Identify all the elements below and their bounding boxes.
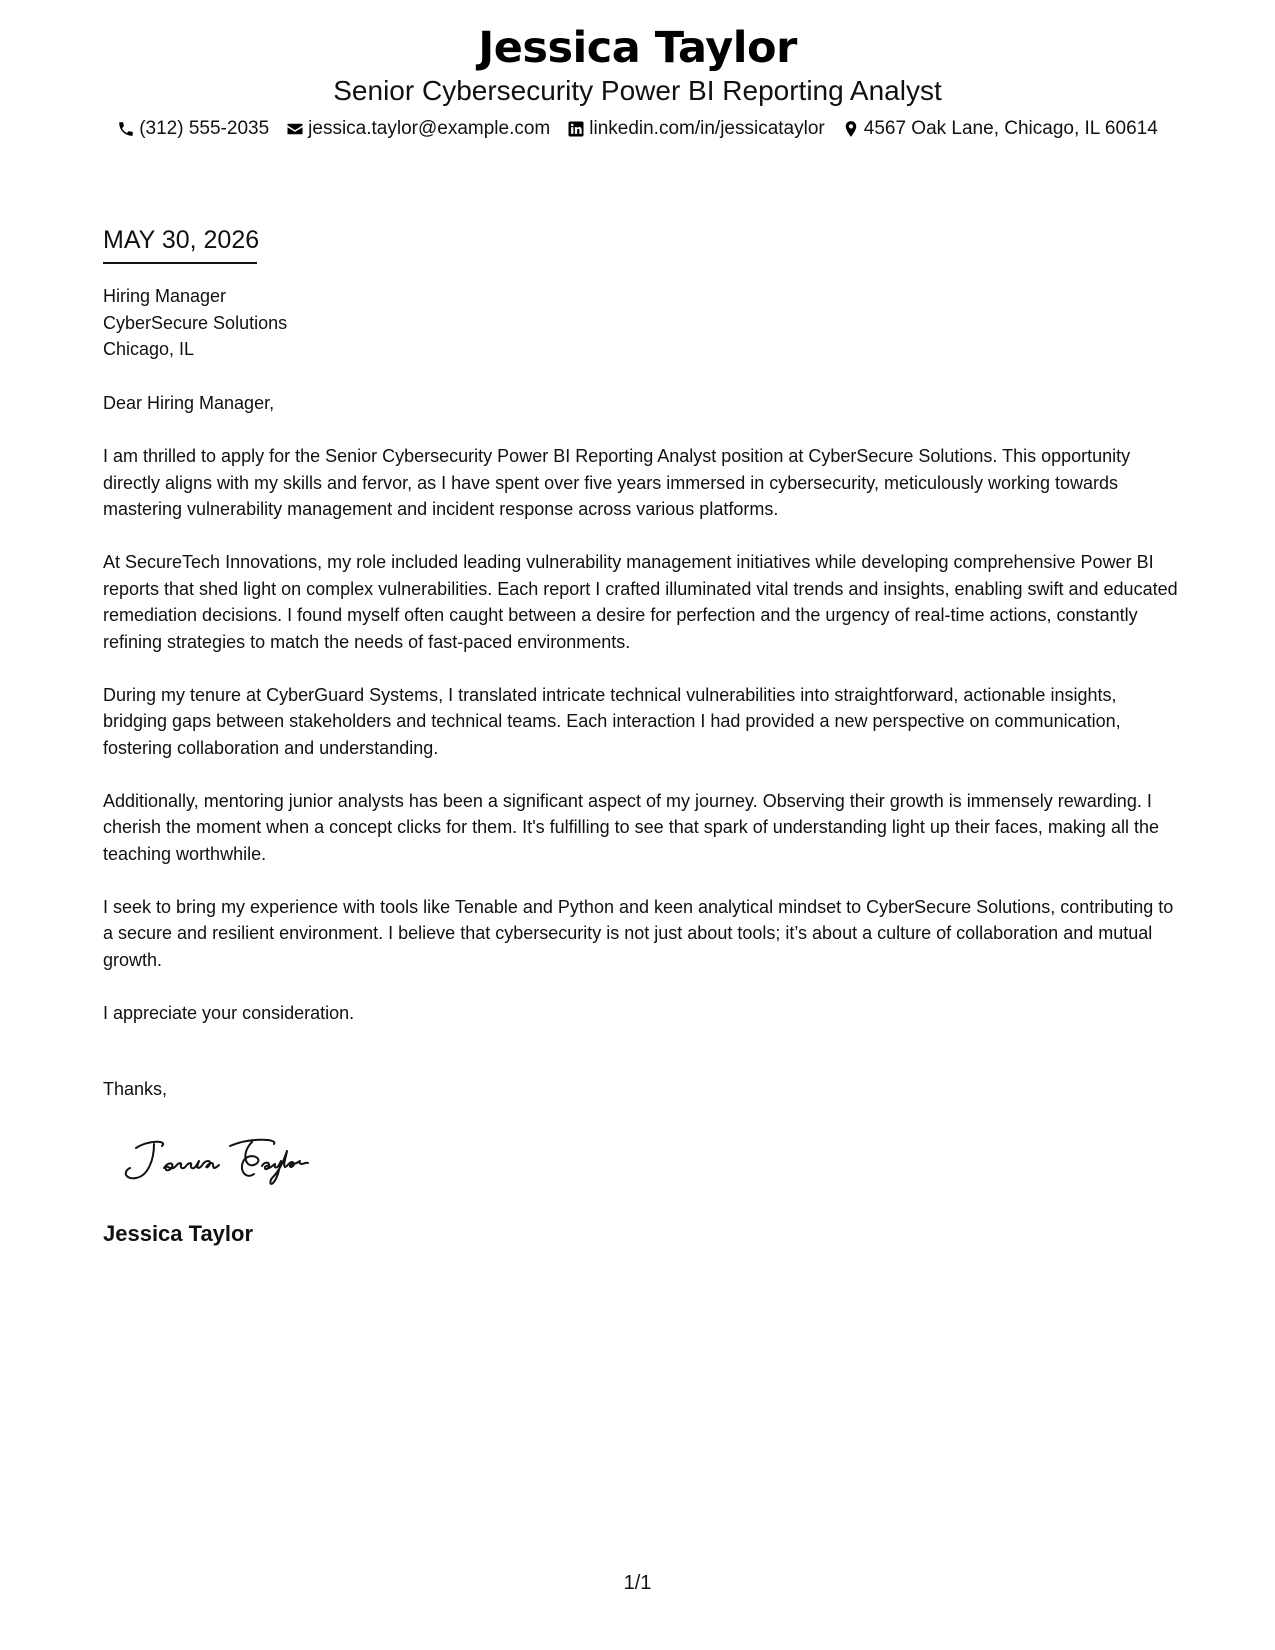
recipient-line: CyberSecure Solutions (103, 312, 288, 333)
closing: Thanks, (103, 1079, 168, 1099)
contact-address (842, 116, 1158, 142)
contact-address-text: 4567 Oak Lane, Chicago, IL 60614 (863, 118, 1158, 139)
linkedin-icon (567, 120, 585, 138)
letter-header (0, 22, 1275, 142)
letter-date: MAY 30, 2026 (103, 226, 260, 254)
contact-phone (117, 116, 269, 142)
handwritten-signature (118, 1130, 348, 1190)
signed-name: Jessica Taylor (103, 1221, 254, 1246)
contact-bar (0, 116, 1275, 142)
contact-linkedin-text: linkedin.com/in/jessicataylor (589, 118, 825, 139)
contact-email (286, 116, 550, 142)
envelope-icon (286, 120, 304, 138)
body-paragraph: Additionally, mentoring junior analysts has been a significant aspect of my journey. Observing their growth is immensely rewarding. I cherish the moment when a concept clicks for them. It's fulfilling to see that spark of understanding light up their faces, making all the teaching worthwhile. (103, 790, 1159, 864)
body-paragraph: At SecureTech Innovations, my role included leading vulnerability management initiatives while developing comprehensive Power BI reports that shed light on complex vulnerabilities. Each report I crafted illuminated vital trends and insights, enabling swift and educated remediation decisions. I found myself often caught between a desire for perfection and the urgency of real-time actions, constantly refining strategies to match the needs of fast-paced environments. (103, 552, 1178, 652)
contact-email-text: jessica.taylor@example.com (308, 118, 551, 139)
applicant-name: Jessica Taylor (478, 23, 797, 73)
page-number: 1/1 (623, 1572, 652, 1594)
recipient-line: Chicago, IL (103, 339, 195, 359)
body-paragraph: I appreciate your consideration. (103, 1002, 355, 1023)
recipient-block (103, 283, 287, 363)
letter-body (103, 390, 1183, 1053)
date-underline (103, 262, 257, 264)
recipient-line: Hiring Manager (103, 286, 227, 306)
phone-icon (117, 120, 135, 138)
body-paragraph: I seek to bring my experience with tools like Tenable and Python and keen analytical mindset to CyberSecure Solutions, contributing to a secure and resilient environment. I believe that cybersecurity is not just about tools; it’s about a culture of collaboration and mutual growth. (103, 896, 1174, 970)
map-marker-icon (842, 120, 860, 138)
salutation: Dear Hiring Manager, (103, 393, 275, 413)
applicant-title: Senior Cybersecurity Power BI Reporting Analyst (333, 75, 942, 106)
body-paragraph: During my tenure at CyberGuard Systems, I translated intricate technical vulnerabilities into straightforward, actionable insights, bridging gaps between stakeholders and technical teams. Each interaction I had provided a new perspective on communication, fostering collaboration and understanding. (103, 684, 1121, 758)
contact-linkedin (567, 116, 825, 142)
body-paragraph: I am thrilled to apply for the Senior Cybersecurity Power BI Reporting Analyst position at CyberSecure Solutions. This opportunity directly aligns with my skills and fervor, as I have spent over five years immersed in cybersecurity, meticulously working towards mastering vulnerability management and incident response across various platforms. (103, 446, 1131, 519)
contact-phone-text: (312) 555-2035 (139, 118, 270, 139)
